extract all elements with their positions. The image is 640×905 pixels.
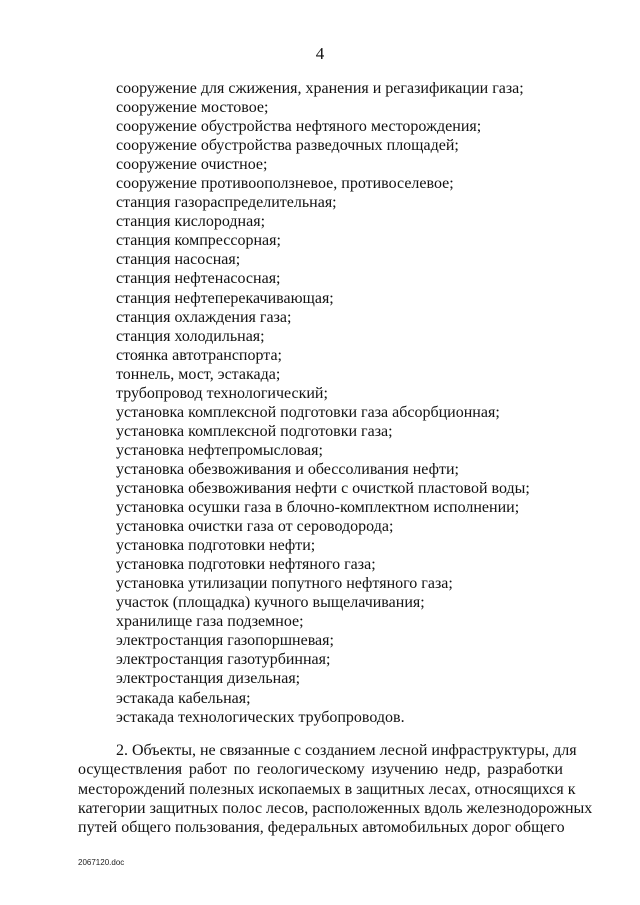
footer-filename: 2067120.doc xyxy=(78,858,125,867)
list-item: сооружение для сжижения, хранения и регазификации газа; xyxy=(116,80,524,97)
paragraph-line: категории защитных полос лесов, расположенных вдоль железнодорожных xyxy=(78,799,593,817)
list-item: сооружение мостовое; xyxy=(116,99,269,117)
list-item: сооружение очистное; xyxy=(116,156,268,174)
list-item: электростанция дизельная; xyxy=(116,670,301,688)
list-item: станция холодильная; xyxy=(116,327,265,345)
list-item: стоянка автотранспорта; xyxy=(116,346,282,364)
paragraph-line: путей общего пользования, федеральных автомобильных дорог общего xyxy=(78,819,565,837)
list-item: трубопровод технологический; xyxy=(116,384,328,402)
page-number: 4 xyxy=(315,44,325,63)
list-item: установка утилизации попутного нефтяного газа; xyxy=(116,575,453,593)
list-item: установка подготовки нефтяного газа; xyxy=(116,556,376,574)
list-item: сооружение противооползневое, противоселевое; xyxy=(116,175,454,193)
list-item: станция охлаждения газа; xyxy=(116,308,292,326)
list-item: установка обезвоживания и обессоливания нефти; xyxy=(116,460,459,478)
list-item: хранилище газа подземное; xyxy=(116,613,304,631)
list-item: сооружение обустройства нефтяного месторождения; xyxy=(116,118,482,136)
list-item: установка очистки газа от сероводорода; xyxy=(116,518,394,536)
paragraph-line: месторождений полезных ископаемых в защитных лесах, относящихся к xyxy=(78,780,576,798)
list-item: станция нефтеперекачивающая; xyxy=(116,289,334,307)
paragraph-objects-not-related xyxy=(78,741,593,837)
list-item: тоннель, мост, эстакада; xyxy=(116,365,281,383)
list-item: электростанция газопоршневая; xyxy=(116,632,334,650)
list-item: электростанция газотурбинная; xyxy=(116,651,331,669)
list-item: станция кислородная; xyxy=(116,213,266,231)
list-item: станция насосная; xyxy=(116,251,241,269)
paragraph-line: 2. Объекты, не связанные с созданием лесной инфраструктуры, для xyxy=(116,742,577,759)
list-item: установка комплексной подготовки газа; xyxy=(116,422,393,440)
list-item: станция компрессорная; xyxy=(116,232,281,250)
list-item: установка подготовки нефти; xyxy=(116,537,316,555)
list-item: установка обезвоживания нефти с очисткой пластовой воды; xyxy=(116,479,530,497)
list-item: участок (площадка) кучного выщелачивания; xyxy=(116,594,425,612)
list-item: установка нефтепромысловая; xyxy=(116,441,323,459)
list-item: станция газораспределительная; xyxy=(116,194,337,212)
list-item: станция нефтенасосная; xyxy=(116,270,281,288)
objects-list xyxy=(116,79,530,727)
list-item: установка осушки газа в блочно-комплектном исполнении; xyxy=(116,499,520,517)
paragraph-line: осуществления работ по геологическому изучению недр, разработки xyxy=(78,761,563,779)
list-item: эстакада технологических трубопроводов. xyxy=(116,708,405,726)
list-item: сооружение обустройства разведочных площадей; xyxy=(116,137,459,155)
list-item: эстакада кабельная; xyxy=(116,689,251,707)
list-item: установка комплексной подготовки газа абсорбционная; xyxy=(116,403,500,421)
